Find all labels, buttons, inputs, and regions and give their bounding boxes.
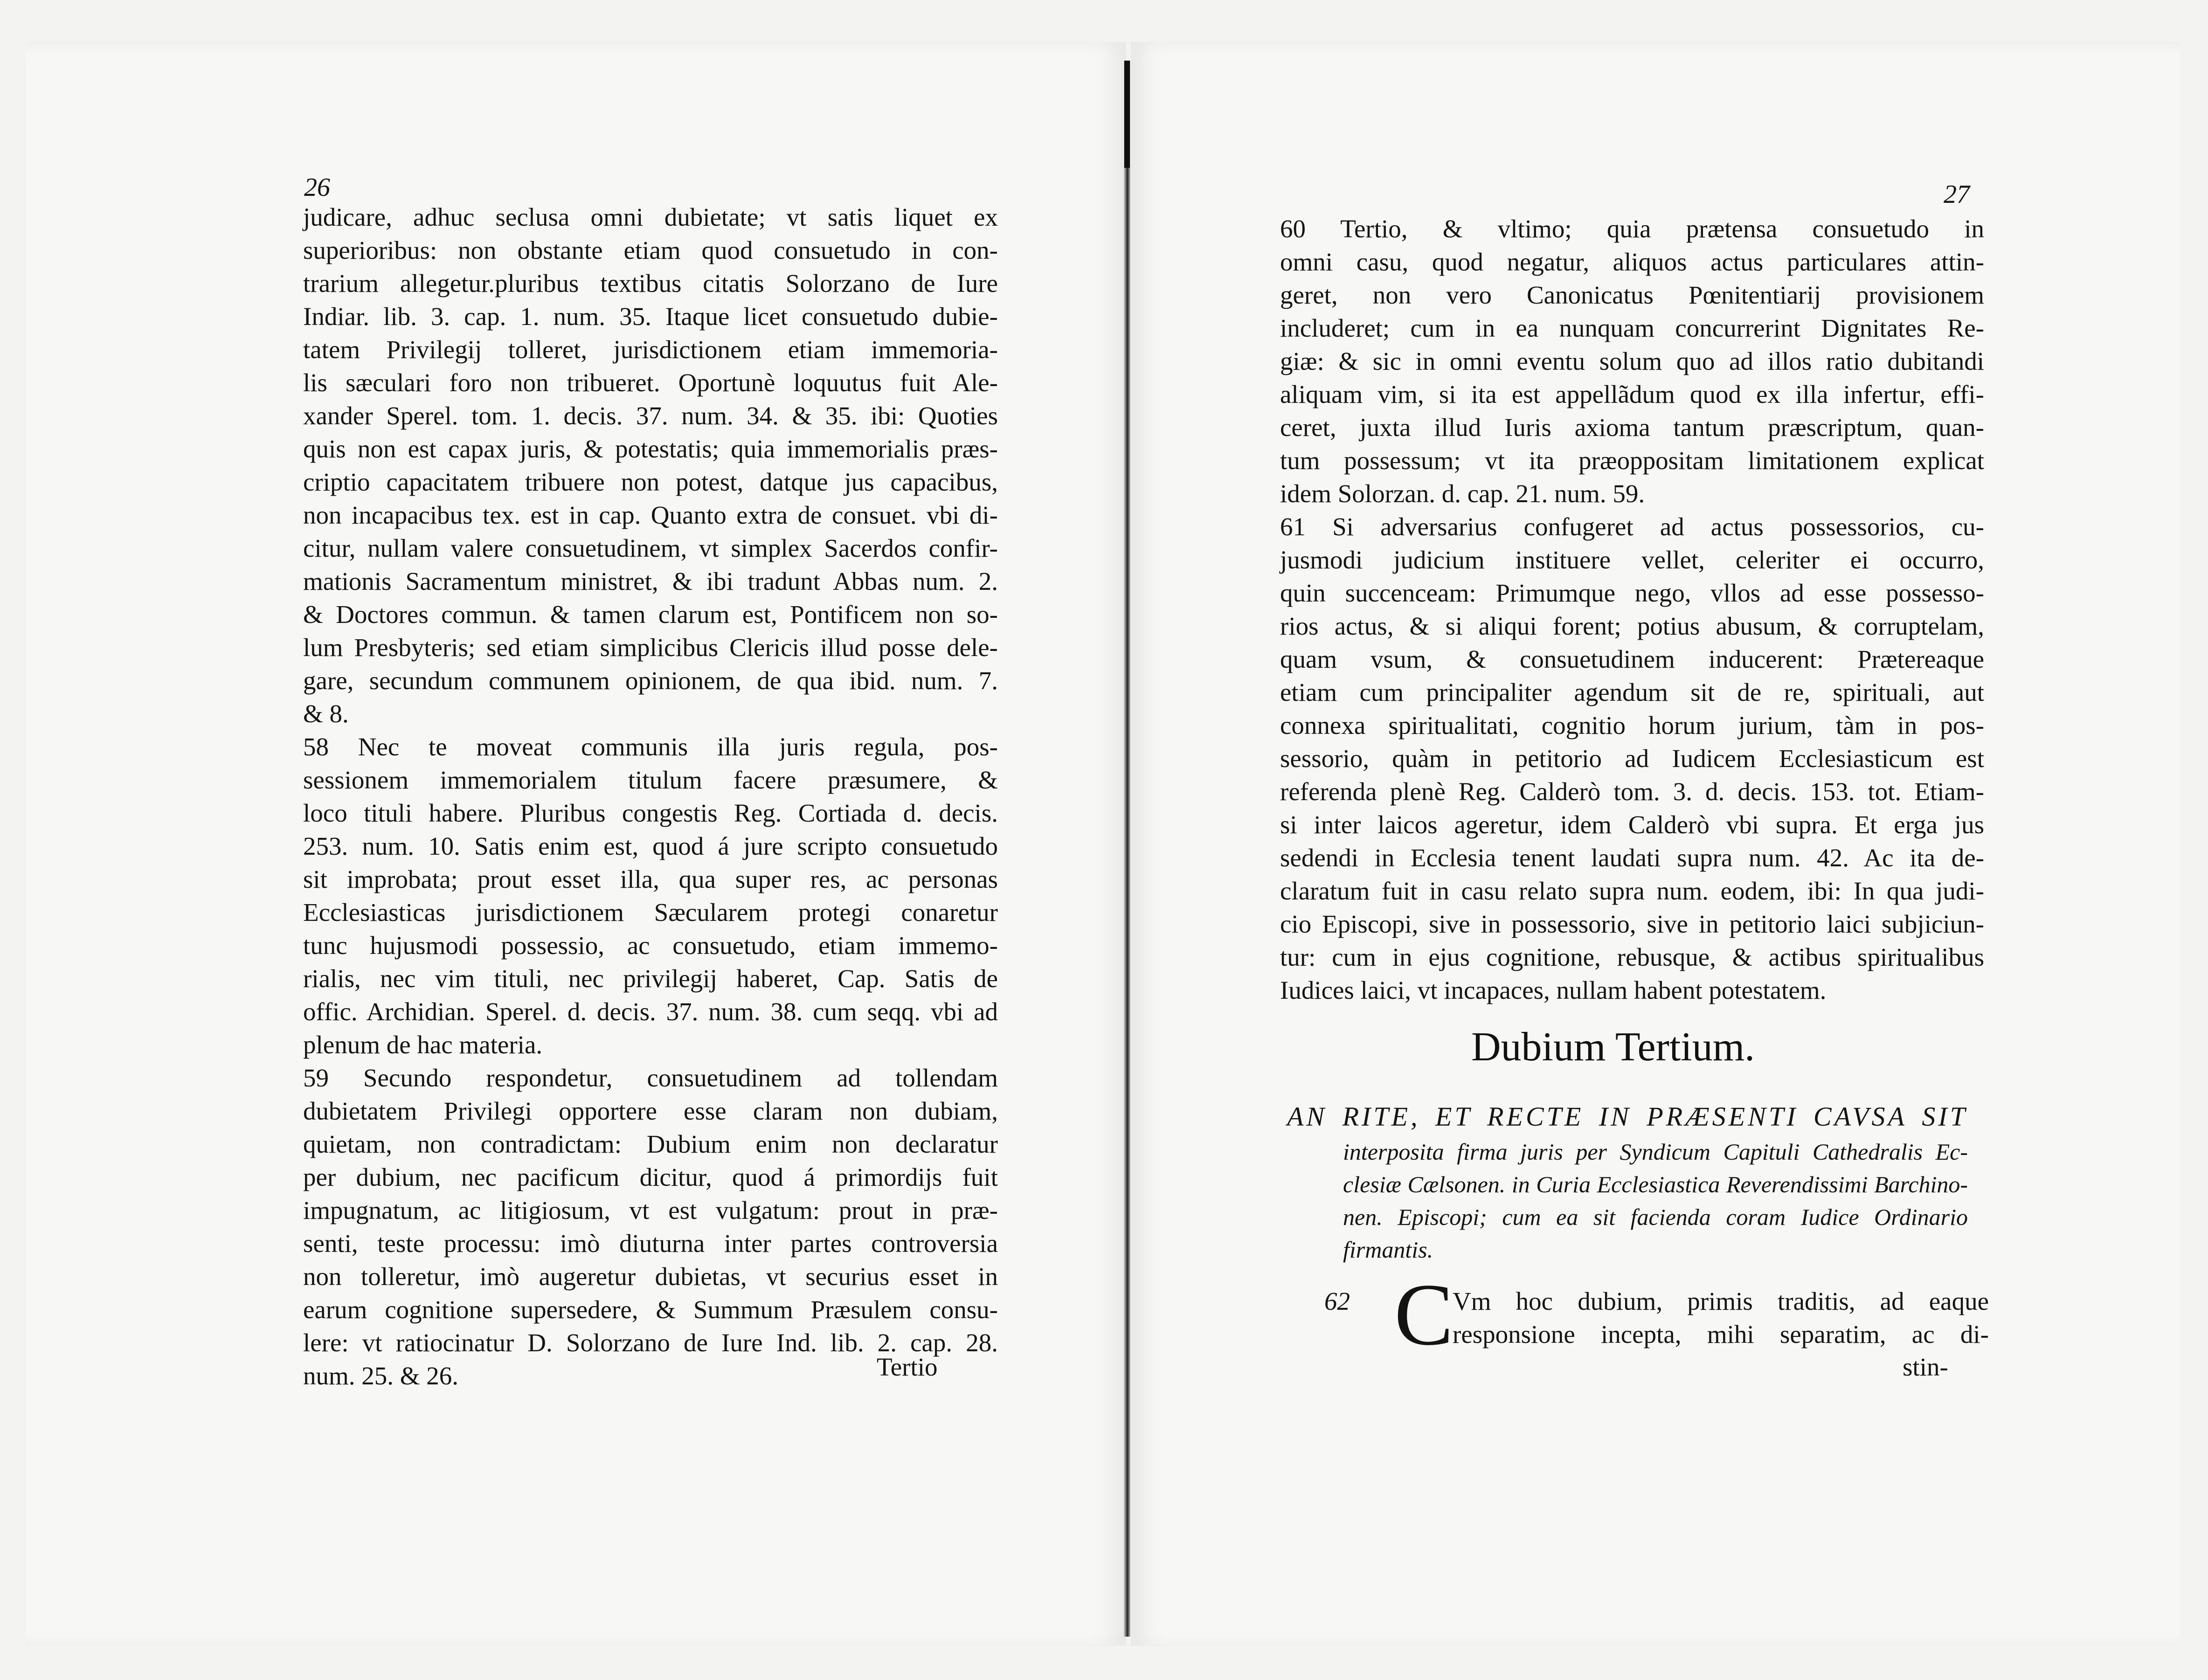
text-line: quin succenceam: Primumque nego, vllos ad esse possesso- — [1280, 579, 1984, 607]
text-line: sit improbata; prout esset illa, qua super res, ac personas — [303, 865, 998, 893]
text-line: citur, nullam valere consuetudinem, vt simplex Sacerdos confir- — [303, 534, 998, 562]
text-line: 58 Nec te moveat communis illa juris regula, pos- — [303, 733, 998, 761]
text-line: lere: vt ratiocinatur D. Solorzano de Iure Ind. lib. 2. cap. 28. — [303, 1328, 998, 1357]
drop-cap: C — [1394, 1266, 1454, 1364]
text-line: Indiar. lib. 3. cap. 1. num. 35. Itaque licet consuetudo dubie- — [303, 302, 998, 331]
text-line: earum cognitione supersedere, & Summum Præsulem consu- — [303, 1295, 998, 1324]
text-line: giæ: & sic in omni eventu solum quo ad illos ratio dubitandi — [1280, 347, 1984, 375]
left-catchword: Tertio — [877, 1353, 938, 1381]
text-line: & 8. — [303, 699, 349, 728]
text-line: xander Sperel. tom. 1. decis. 37. num. 34. & 35. ibi: Quoties — [303, 401, 998, 430]
text-line: sedendi in Ecclesia tenent laudati supra num. 42. Ac ita de- — [1280, 843, 1984, 872]
paragraph-line: Vm hoc dubium, primis traditis, ad eaque — [1453, 1287, 1989, 1315]
question-line: clesiæ Cælsonen. in Curia Ecclesiastica Reverendissimi Barchino- — [1343, 1171, 1968, 1197]
text-line: includeret; cum in ea nunquam concurrerint Dignitates Re- — [1280, 314, 1984, 342]
text-line: quam vsum, & consuetudinem inducerent: Prætereaque — [1280, 645, 1984, 673]
text-line: tatem Privilegij tolleret, jurisdictionem etiam immemoria- — [303, 335, 998, 364]
text-line: ceret, juxta illud Iuris axioma tantum præscriptum, quan- — [1280, 413, 1984, 442]
text-line: impugnatum, ac litigiosum, vt est vulgatum: prout in præ- — [303, 1196, 998, 1224]
text-line: si inter laicos ageretur, idem Calderò vbi supra. Et erga jus — [1280, 810, 1984, 839]
dubium-question — [1287, 1098, 1968, 1266]
text-line: referenda plenè Reg. Calderò tom. 3. d. decis. 153. tot. Etiam- — [1280, 777, 1984, 806]
text-line: non incapacibus tex. est in cap. Quanto extra de consuet. vbi di- — [303, 501, 998, 529]
text-line: superioribus: non obstante etiam quod consuetudo in con- — [303, 236, 998, 264]
text-line: lum Presbyteris; sed etiam simplicibus Clericis illud posse dele- — [303, 633, 998, 662]
text-line: 253. num. 10. Satis enim est, quod á jure scripto consuetudo — [303, 832, 998, 860]
text-line: tur: cum in ejus cognitione, rebusque, & actibus spiritualibus — [1280, 943, 1984, 971]
paragraph-line: responsione incepta, mihi separatim, ac di- — [1453, 1320, 1989, 1348]
right-page-number: 27 — [1944, 180, 1970, 209]
book-gutter — [1124, 61, 1130, 1637]
text-line: claratum fuit in casu relato supra num. eodem, ibi: In qua judi- — [1280, 877, 1984, 905]
gutter-shadow — [1124, 61, 1130, 168]
text-line: dubietatem Privilegi opportere esse claram non dubiam, — [303, 1097, 998, 1125]
right-page-body — [1280, 212, 1984, 1007]
text-line: plenum de hac materia. — [303, 1030, 543, 1059]
text-line: non tolleretur, imò augeretur dubietas, vt securius esset in — [303, 1262, 998, 1291]
text-line: quietam, non contradictam: Dubium enim non declaratur — [303, 1130, 998, 1158]
left-page-body — [303, 200, 998, 1392]
text-line: rios actus, & si aliqui forent; potius abusum, & corruptelam, — [1280, 612, 1984, 640]
text-line: criptio capacitatem tribuere non potest, datque jus capacibus, — [303, 468, 998, 496]
text-line: jusmodi judicium instituere vellet, celeriter ei occurro, — [1280, 546, 1984, 574]
text-line: judicare, adhuc seclusa omni dubietate; vt satis liquet ex — [303, 203, 998, 231]
text-line: lis sæculari foro non tribueret. Oportunè loquutus fuit Ale- — [303, 368, 998, 397]
right-catchword: stin- — [1903, 1353, 1948, 1381]
question-line: firmantis. — [1343, 1237, 1433, 1263]
question-first-line: AN RITE, ET RECTE IN PRÆSENTI CAVSA SIT — [1287, 1101, 1968, 1132]
text-line: 59 Secundo respondetur, consuetudinem ad tollendam — [303, 1064, 998, 1092]
text-line: cio Episcopi, sive in possessorio, sive in petitorio laici subjiciun- — [1280, 910, 1984, 938]
text-line: rialis, nec vim tituli, nec privilegij haberet, Cap. Satis de — [303, 964, 998, 993]
question-line: nen. Episcopi; cum ea sit facienda coram Iudice Ordinario — [1343, 1204, 1968, 1230]
text-line: gare, secundum communem opinionem, de qua ibid. num. 7. — [303, 666, 998, 695]
text-line: Ecclesiasticas jurisdictionem Sæcularem protegi conaretur — [303, 898, 998, 926]
text-line: etiam cum principaliter agendum sit de re, spirituali, aut — [1280, 678, 1984, 706]
text-line: sessionem immemorialem titulum facere præsumere, & — [303, 766, 998, 794]
text-line: sessorio, quàm in petitorio ad Iudicem Ecclesiasticum est — [1280, 744, 1984, 773]
section-heading: Dubium Tertium. — [1471, 1024, 1755, 1070]
text-line: tum possessum; vt ita præoppositam limitationem explicat — [1280, 446, 1984, 475]
text-line: loco tituli habere. Pluribus congestis Reg. Cortiada d. decis. — [303, 799, 998, 827]
text-line: quis non est capax juris, & potestatis; quia immemorialis præs- — [303, 435, 998, 463]
text-line: tunc hujusmodi possessio, ac consuetudo, etiam immemo- — [303, 931, 998, 960]
text-line: 61 Si adversarius confugeret ad actus possessorios, cu- — [1280, 512, 1984, 541]
text-line: & Doctores commun. & tamen clarum est, Pontificem non so- — [303, 600, 998, 629]
paragraph-number: 62 — [1324, 1287, 1350, 1315]
text-line: geret, non vero Canonicatus Pœnitentiarij provisionem — [1280, 281, 1984, 309]
text-line: omni casu, quod negatur, aliquos actus particulares attin- — [1280, 248, 1984, 276]
text-line: connexa spiritualitati, cognitio horum jurium, tàm in pos- — [1280, 711, 1984, 740]
text-line: Iudices laici, vt incapaces, nullam habent potestatem. — [1280, 976, 1827, 1004]
left-page-number: 26 — [304, 173, 330, 202]
text-line: offic. Archidian. Sperel. d. decis. 37. num. 38. cum seqq. vbi ad — [303, 997, 998, 1026]
text-line: senti, teste processu: imò diuturna inter partes controversia — [303, 1229, 998, 1258]
text-line: aliquam vim, si ita est appellãdum quod ex illa infertur, effi- — [1280, 380, 1984, 408]
text-line: trarium allegetur.pluribus textibus citatis Solorzano de Iure — [303, 269, 998, 297]
text-line: num. 25. & 26. — [303, 1362, 459, 1390]
question-line: interposita firma juris per Syndicum Capituli Cathedralis Ec- — [1343, 1139, 1968, 1165]
text-line: per dubium, nec pacificum dicitur, quod á primordijs fuit — [303, 1163, 998, 1191]
text-line: 60 Tertio, & vltimo; quia prætensa consuetudo in — [1280, 214, 1984, 243]
text-line: idem Solorzan. d. cap. 21. num. 59. — [1280, 479, 1645, 508]
text-line: mationis Sacramentum ministret, & ibi tradunt Abbas num. 2. — [303, 567, 998, 595]
